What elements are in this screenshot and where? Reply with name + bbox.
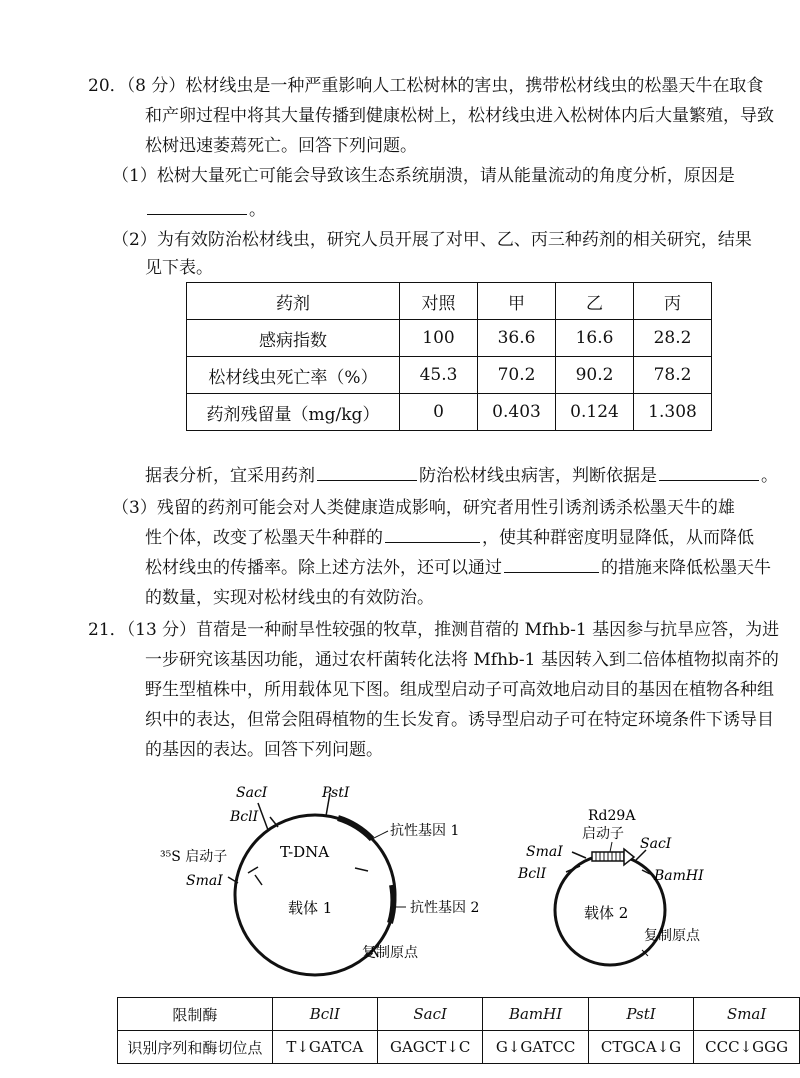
table-cell: 0.403 (478, 394, 556, 431)
table-cell: 78.2 (634, 357, 712, 394)
answer-blank-3[interactable] (659, 462, 759, 481)
table-cell: 70.2 (478, 357, 556, 394)
drug-results-table (186, 282, 712, 431)
table-cell: GAGCT↓C (377, 1031, 482, 1064)
table-cell: T↓GATCA (272, 1031, 377, 1064)
table-cell: BamHI (483, 998, 588, 1031)
q20-line1: 20．（8 分）松材线虫是一种严重影响人工松树林的害虫，携带松材线虫的松墨天牛在取食 (88, 76, 764, 96)
v2-smai-line (572, 852, 586, 858)
table-header: 乙 (556, 283, 634, 320)
vector1-diagram (140, 775, 500, 990)
vector2-saci-label: SacI (640, 836, 672, 852)
q20-part3-line3: 松材线虫的传播率。除上述方法外，还可以通过 的措施来降低松墨天牛 (145, 554, 771, 582)
table-cell: SmaI (694, 998, 800, 1031)
vector1-psti-label: PstI (322, 785, 350, 801)
vector1-ori-label: 复制原点 (362, 945, 418, 961)
table-cell: 感病指数 (187, 320, 400, 357)
table-row (187, 394, 712, 431)
vector2-diagram (510, 800, 750, 980)
q20-part2-line2: 见下表。 (145, 258, 213, 278)
vector2-bcli-label: BclI (518, 866, 547, 882)
vector1-resist2-label: 抗性基因 2 (410, 900, 480, 916)
answer-blank-5[interactable] (504, 554, 599, 573)
answer-blank-4[interactable] (385, 524, 480, 543)
q20-part3-line2: 性个体，改变了松墨天牛种群的 ，使其种群密度明显降低，从而降低 (145, 524, 754, 552)
table-cell: 100 (400, 320, 478, 357)
resistance-gene-1-arc (338, 818, 372, 839)
saci-site-line (258, 803, 268, 830)
vector1-smai-label: SmaI (186, 873, 223, 889)
q21-line2: 一步研究该基因功能，通过农杆菌转化法将 Mfhb-1 基因转入到二倍体植物拟南芥的 (145, 650, 779, 670)
tdna-border-left (255, 875, 262, 885)
vector2-bamhi-label: BamHI (654, 868, 704, 884)
table-cell: 28.2 (634, 320, 712, 357)
q20-part3-line4: 的数量，实现对松材线虫的有效防治。 (145, 588, 434, 608)
table-cell: CTGCA↓G (588, 1031, 693, 1064)
q20-after-table: 据表分析，宜采用药剂 防治松材线虫病害，判断依据是 。 (145, 462, 778, 490)
table-header: 对照 (400, 283, 478, 320)
table-cell: SacI (377, 998, 482, 1031)
resistance-gene-2-arc (390, 885, 393, 923)
resist1-leader (372, 831, 388, 839)
vector2-name: 载体 2 (584, 904, 629, 922)
vector1-tdna-label: T-DNA (280, 843, 330, 861)
table-cell: 36.6 (478, 320, 556, 357)
table-cell: G↓GATCC (483, 1031, 588, 1064)
q20-line2: 和产卵过程中将其大量传播到健康松树上，松材线虫进入松树体内后大量繁殖，导致 (145, 106, 774, 126)
table-row (187, 320, 712, 357)
vector1-bcli-label: BclI (230, 809, 259, 825)
smai-site-line (248, 867, 258, 873)
q21-line3: 野生型植株中，所用载体见下图。组成型启动子可高效地启动目的基因在植物各种组 (145, 680, 774, 700)
table-cell: 限制酶 (118, 998, 273, 1031)
table-row (118, 1031, 800, 1064)
table-header-row (187, 283, 712, 320)
q21-line5: 的基因的表达。回答下列问题。 (145, 740, 383, 760)
table-cell: 16.6 (556, 320, 634, 357)
vector2-promoter-name: Rd29A (588, 808, 636, 824)
vector1-saci-label: SacI (236, 785, 268, 801)
promoter-arrow (624, 849, 634, 865)
vector2-promoter-label: 启动子 (582, 826, 624, 842)
tdna-border-right (355, 868, 368, 871)
table-cell: 药剂残留量（mg/kg） (187, 394, 400, 431)
q20-part2: （2）为有效防治松材线虫，研究人员开展了对甲、乙、丙三种药剂的相关研究，结果 (112, 230, 752, 250)
promoter-leader (610, 842, 612, 852)
table-cell: PstI (588, 998, 693, 1031)
table-header: 药剂 (187, 283, 400, 320)
table-cell: 1.308 (634, 394, 712, 431)
q20-line3: 松树迅速萎蔫死亡。回答下列问题。 (145, 136, 417, 156)
vector1-resist1-label: 抗性基因 1 (390, 823, 460, 839)
table-cell: 0.124 (556, 394, 634, 431)
restriction-enzyme-table (117, 997, 800, 1064)
table-row (118, 998, 800, 1031)
q20-part1: （1）松树大量死亡可能会导致该生态系统崩溃，请从能量流动的角度分析，原因是 (112, 166, 735, 186)
table-header: 甲 (478, 283, 556, 320)
q20-part1-answer-line: 。 (145, 196, 266, 224)
answer-blank-2[interactable] (317, 462, 417, 481)
table-row (187, 357, 712, 394)
q21-line4: 织中的表达，但常会阻碍植物的生长发育。诱导型启动子可在特定环境条件下诱导目 (145, 710, 774, 730)
table-cell: 松材线虫死亡率（%） (187, 357, 400, 394)
q21-line1: 21．（13 分）苜蓿是一种耐旱性较强的牧草，推测苜蓿的 Mfhb-1 基因参与抗旱应答，为进 (88, 620, 780, 640)
table-header: 丙 (634, 283, 712, 320)
vector2-ori-label: 复制原点 (644, 928, 700, 944)
table-cell: BclI (272, 998, 377, 1031)
table-cell: 45.3 (400, 357, 478, 394)
table-cell: CCC↓GGG (694, 1031, 800, 1064)
table-cell: 90.2 (556, 357, 634, 394)
q20-part3: （3）残留的药剂可能会对人类健康造成影响，研究者用性引诱剂诱杀松墨天牛的雄 (112, 498, 735, 518)
vector1-promoter-label: ³⁵S 启动子 (160, 849, 228, 865)
vector1-name: 载体 1 (288, 899, 333, 917)
table-cell: 0 (400, 394, 478, 431)
vector2-smai-label: SmaI (526, 844, 563, 860)
table-cell: 识别序列和酶切位点 (118, 1031, 273, 1064)
answer-blank-1[interactable] (147, 196, 247, 215)
